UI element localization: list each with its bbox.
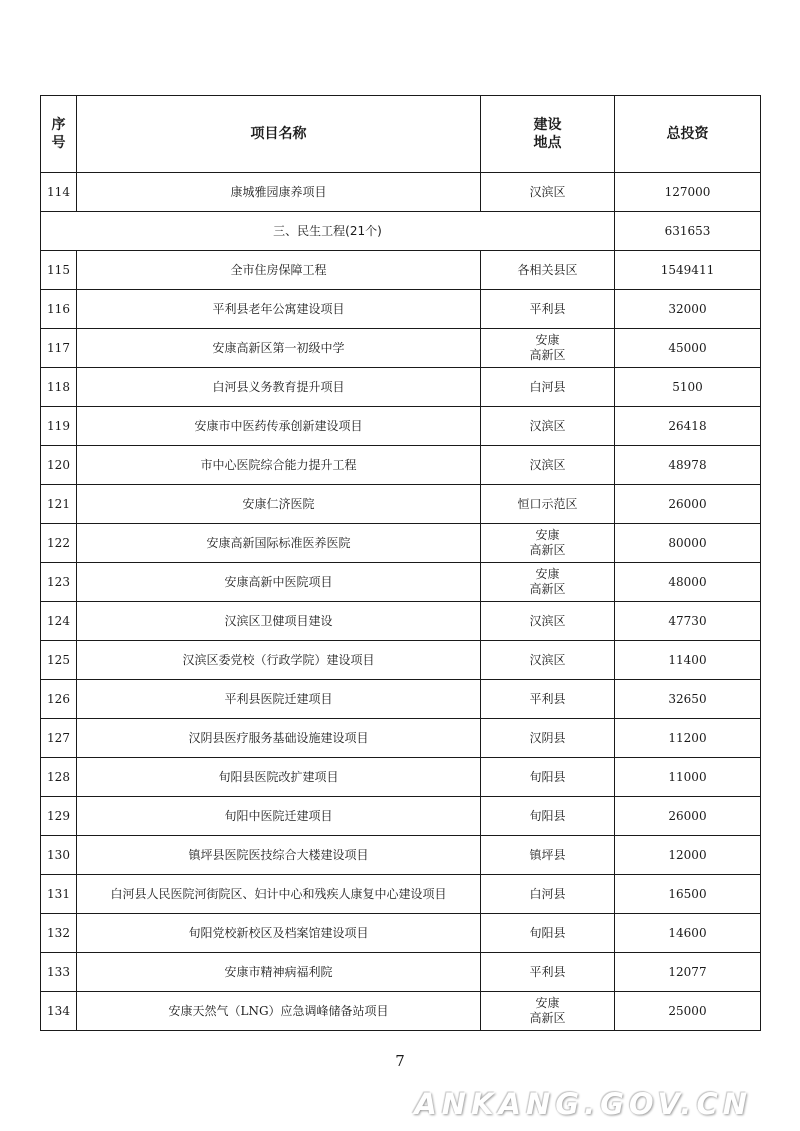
row-name: 安康高新区第一初级中学	[77, 329, 481, 368]
row-name: 安康高新中医院项目	[77, 563, 481, 602]
row-investment: 16500	[615, 875, 761, 914]
row-name: 安康高新国际标准医养医院	[77, 524, 481, 563]
row-investment: 12077	[615, 953, 761, 992]
row-no: 126	[41, 680, 77, 719]
row-name: 安康仁济医院	[77, 485, 481, 524]
row-location: 安康 高新区	[481, 524, 615, 563]
row-no: 117	[41, 329, 77, 368]
row-investment: 11400	[615, 641, 761, 680]
row-investment: 48000	[615, 563, 761, 602]
table-row	[41, 368, 761, 407]
row-name: 旬阳中医院迁建项目	[77, 797, 481, 836]
row-investment: 80000	[615, 524, 761, 563]
row-investment: 25000	[615, 992, 761, 1031]
row-investment: 26000	[615, 485, 761, 524]
row-name: 平利县老年公寓建设项目	[77, 290, 481, 329]
row-no: 132	[41, 914, 77, 953]
row-name: 白河县义务教育提升项目	[77, 368, 481, 407]
row-location: 安康 高新区	[481, 329, 615, 368]
row-location: 镇坪县	[481, 836, 615, 875]
table-row	[41, 914, 761, 953]
row-investment: 32650	[615, 680, 761, 719]
row-location: 平利县	[481, 953, 615, 992]
row-location: 汉阴县	[481, 719, 615, 758]
table-row	[41, 953, 761, 992]
row-investment: 1549411	[615, 251, 761, 290]
table-row	[41, 251, 761, 290]
row-no: 127	[41, 719, 77, 758]
row-no: 128	[41, 758, 77, 797]
row-location: 旬阳县	[481, 914, 615, 953]
table-row	[41, 836, 761, 875]
row-location: 白河县	[481, 368, 615, 407]
row-location: 汉滨区	[481, 173, 615, 212]
row-location: 安康 高新区	[481, 992, 615, 1031]
table-row	[41, 407, 761, 446]
row-no: 130	[41, 836, 77, 875]
row-name: 安康市精神病福利院	[77, 953, 481, 992]
row-investment: 48978	[615, 446, 761, 485]
section-investment: 631653	[615, 212, 761, 251]
row-investment: 12000	[615, 836, 761, 875]
row-investment: 45000	[615, 329, 761, 368]
row-no: 119	[41, 407, 77, 446]
row-investment: 26418	[615, 407, 761, 446]
row-no: 114	[41, 173, 77, 212]
row-investment: 32000	[615, 290, 761, 329]
row-investment: 127000	[615, 173, 761, 212]
row-no: 123	[41, 563, 77, 602]
table-row	[41, 329, 761, 368]
row-location: 汉滨区	[481, 602, 615, 641]
row-name: 平利县医院迁建项目	[77, 680, 481, 719]
row-no: 124	[41, 602, 77, 641]
header-no: 序 号	[41, 96, 77, 173]
row-no: 131	[41, 875, 77, 914]
table-row	[41, 641, 761, 680]
row-name: 镇坪县医院医技综合大楼建设项目	[77, 836, 481, 875]
table-row	[41, 485, 761, 524]
row-no: 116	[41, 290, 77, 329]
header-name: 项目名称	[77, 96, 481, 173]
row-no: 121	[41, 485, 77, 524]
row-name: 汉滨区委党校（行政学院）建设项目	[77, 641, 481, 680]
row-name: 全市住房保障工程	[77, 251, 481, 290]
section-row	[41, 212, 761, 251]
row-name: 旬阳党校新校区及档案馆建设项目	[77, 914, 481, 953]
header-investment: 总投资	[615, 96, 761, 173]
row-no: 120	[41, 446, 77, 485]
table-row	[41, 602, 761, 641]
row-no: 118	[41, 368, 77, 407]
table-row	[41, 758, 761, 797]
row-name: 汉滨区卫健项目建设	[77, 602, 481, 641]
row-name: 市中心医院综合能力提升工程	[77, 446, 481, 485]
row-investment: 11000	[615, 758, 761, 797]
page-number: 7	[395, 1052, 405, 1070]
row-name: 安康市中医药传承创新建设项目	[77, 407, 481, 446]
row-location: 平利县	[481, 290, 615, 329]
table-row	[41, 680, 761, 719]
table-row	[41, 875, 761, 914]
row-investment: 5100	[615, 368, 761, 407]
table-header-row	[41, 96, 761, 173]
row-no: 129	[41, 797, 77, 836]
header-location: 建设 地点	[481, 96, 615, 173]
row-location: 汉滨区	[481, 641, 615, 680]
row-no: 122	[41, 524, 77, 563]
row-no: 125	[41, 641, 77, 680]
table-row	[41, 992, 761, 1031]
row-location: 平利县	[481, 680, 615, 719]
section-title: 三、民生工程(21个)	[41, 212, 615, 251]
investment-table	[40, 95, 761, 1031]
row-name: 白河县人民医院河街院区、妇计中心和残疾人康复中心建设项目	[77, 875, 481, 914]
row-location: 恒口示范区	[481, 485, 615, 524]
table-row	[41, 446, 761, 485]
row-no: 133	[41, 953, 77, 992]
row-name: 安康天然气（LNG）应急调峰储备站项目	[77, 992, 481, 1031]
row-location: 旬阳县	[481, 797, 615, 836]
table-row	[41, 797, 761, 836]
row-name: 康城雅园康养项目	[77, 173, 481, 212]
row-no: 115	[41, 251, 77, 290]
row-location: 旬阳县	[481, 758, 615, 797]
row-location: 各相关县区	[481, 251, 615, 290]
table-row	[41, 290, 761, 329]
row-location: 安康 高新区	[481, 563, 615, 602]
table-row	[41, 719, 761, 758]
row-investment: 14600	[615, 914, 761, 953]
row-location: 汉滨区	[481, 446, 615, 485]
table-row	[41, 563, 761, 602]
row-no: 134	[41, 992, 77, 1031]
table-row	[41, 524, 761, 563]
table-row	[41, 173, 761, 212]
row-location: 汉滨区	[481, 407, 615, 446]
row-investment: 47730	[615, 602, 761, 641]
row-name: 旬阳县医院改扩建项目	[77, 758, 481, 797]
row-name: 汉阴县医疗服务基础设施建设项目	[77, 719, 481, 758]
row-investment: 26000	[615, 797, 761, 836]
watermark: ANKANG.GOV.CN	[414, 1087, 752, 1121]
row-location: 白河县	[481, 875, 615, 914]
row-investment: 11200	[615, 719, 761, 758]
